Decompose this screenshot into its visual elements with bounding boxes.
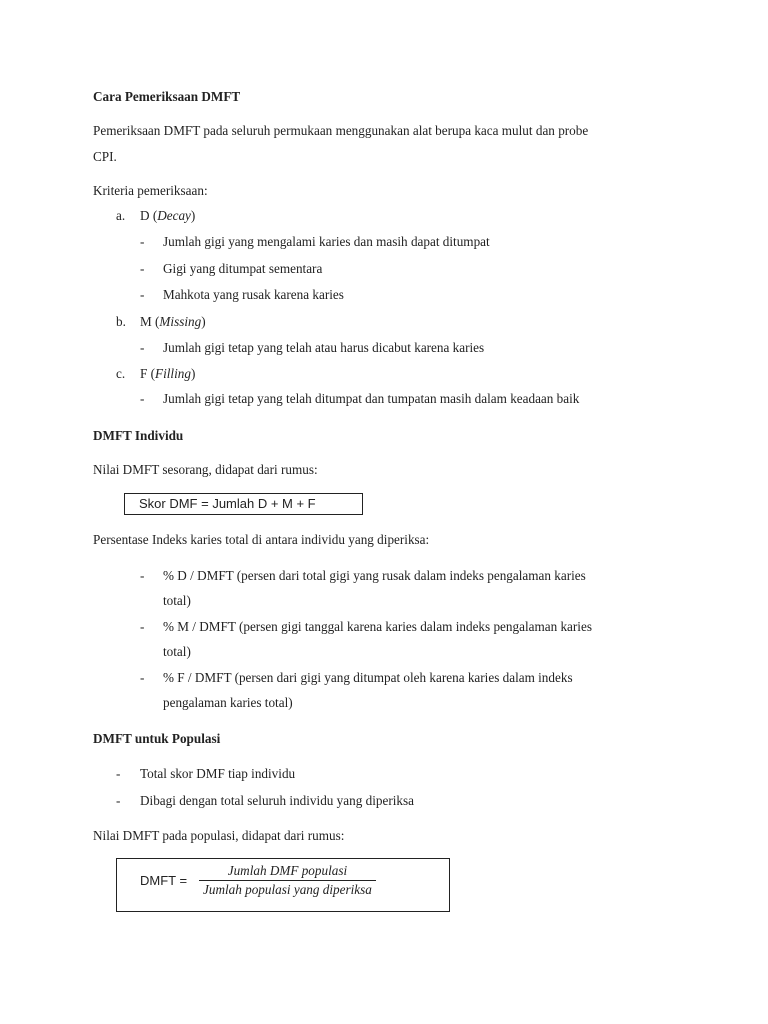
dash: - <box>140 670 145 685</box>
list-item: Dibagi dengan total seluruh individu yang diperiksa <box>140 793 414 808</box>
list-item: Jumlah gigi tetap yang telah atau harus dicabut karena karies <box>163 340 485 355</box>
list-item: Gigi yang ditumpat sementara <box>163 261 323 276</box>
list-item: Total skor DMF tiap individu <box>140 766 296 781</box>
formula-intro-individu: Nilai DMFT sesorang, didapat dari rumus: <box>93 462 318 477</box>
list-marker-c: c. <box>116 366 126 381</box>
criterion-d: D (Decay) <box>140 208 196 223</box>
dash: - <box>116 793 121 808</box>
intro-line-1: Pemeriksaan DMFT pada seluruh permukaan menggunakan alat berupa kaca mulut dan probe <box>93 123 589 138</box>
list-item-continuation: total) <box>163 644 191 659</box>
dash: - <box>140 287 145 302</box>
dash: - <box>140 340 145 355</box>
list-item-continuation: total) <box>163 593 191 608</box>
formula-box-populasi <box>116 858 450 912</box>
section-title-cara-pemeriksaan: Cara Pemeriksaan DMFT <box>93 89 241 104</box>
dash: - <box>140 261 145 276</box>
criterion-m: M (Missing) <box>140 314 206 329</box>
dash: - <box>116 766 121 781</box>
formula-skor-dmf: Skor DMF = Jumlah D + M + F <box>139 496 316 511</box>
list-item: Jumlah gigi tetap yang telah ditumpat dan tumpatan masih dalam keadaan baik <box>163 391 580 406</box>
dash: - <box>140 234 145 249</box>
fraction-numerator: Jumlah DMF populasi <box>227 863 348 878</box>
formula-intro-populasi: Nilai DMFT pada populasi, didapat dari rumus: <box>93 828 345 843</box>
list-marker-a: a. <box>116 208 126 223</box>
formula-dmft-lhs: DMFT = <box>140 873 188 888</box>
persentase-label: Persentase Indeks karies total di antara individu yang diperiksa: <box>93 532 430 547</box>
dash: - <box>140 568 145 583</box>
section-title-dmft-populasi: DMFT untuk Populasi <box>93 731 221 746</box>
list-item: % F / DMFT (persen dari gigi yang ditumpat oleh karena karies dalam indeks <box>163 670 573 685</box>
criterion-f: F (Filling) <box>140 366 196 381</box>
fraction <box>199 863 376 898</box>
list-item: Jumlah gigi yang mengalami karies dan masih dapat ditumpat <box>163 234 490 249</box>
list-item: Mahkota yang rusak karena karies <box>163 287 344 302</box>
list-item: % D / DMFT (persen dari total gigi yang rusak dalam indeks pengalaman karies <box>163 568 586 583</box>
dash: - <box>140 619 145 634</box>
list-item-continuation: pengalaman karies total) <box>163 695 293 710</box>
intro-line-2: CPI. <box>93 149 117 164</box>
list-item: % M / DMFT (persen gigi tanggal karena karies dalam indeks pengalaman karies <box>163 619 592 634</box>
formula-box-individu <box>124 493 363 515</box>
kriteria-label: Kriteria pemeriksaan: <box>93 183 208 198</box>
fraction-denominator: Jumlah populasi yang diperiksa <box>199 880 376 898</box>
dash: - <box>140 391 145 406</box>
section-title-dmft-individu: DMFT Individu <box>93 428 184 443</box>
list-marker-b: b. <box>116 314 126 329</box>
